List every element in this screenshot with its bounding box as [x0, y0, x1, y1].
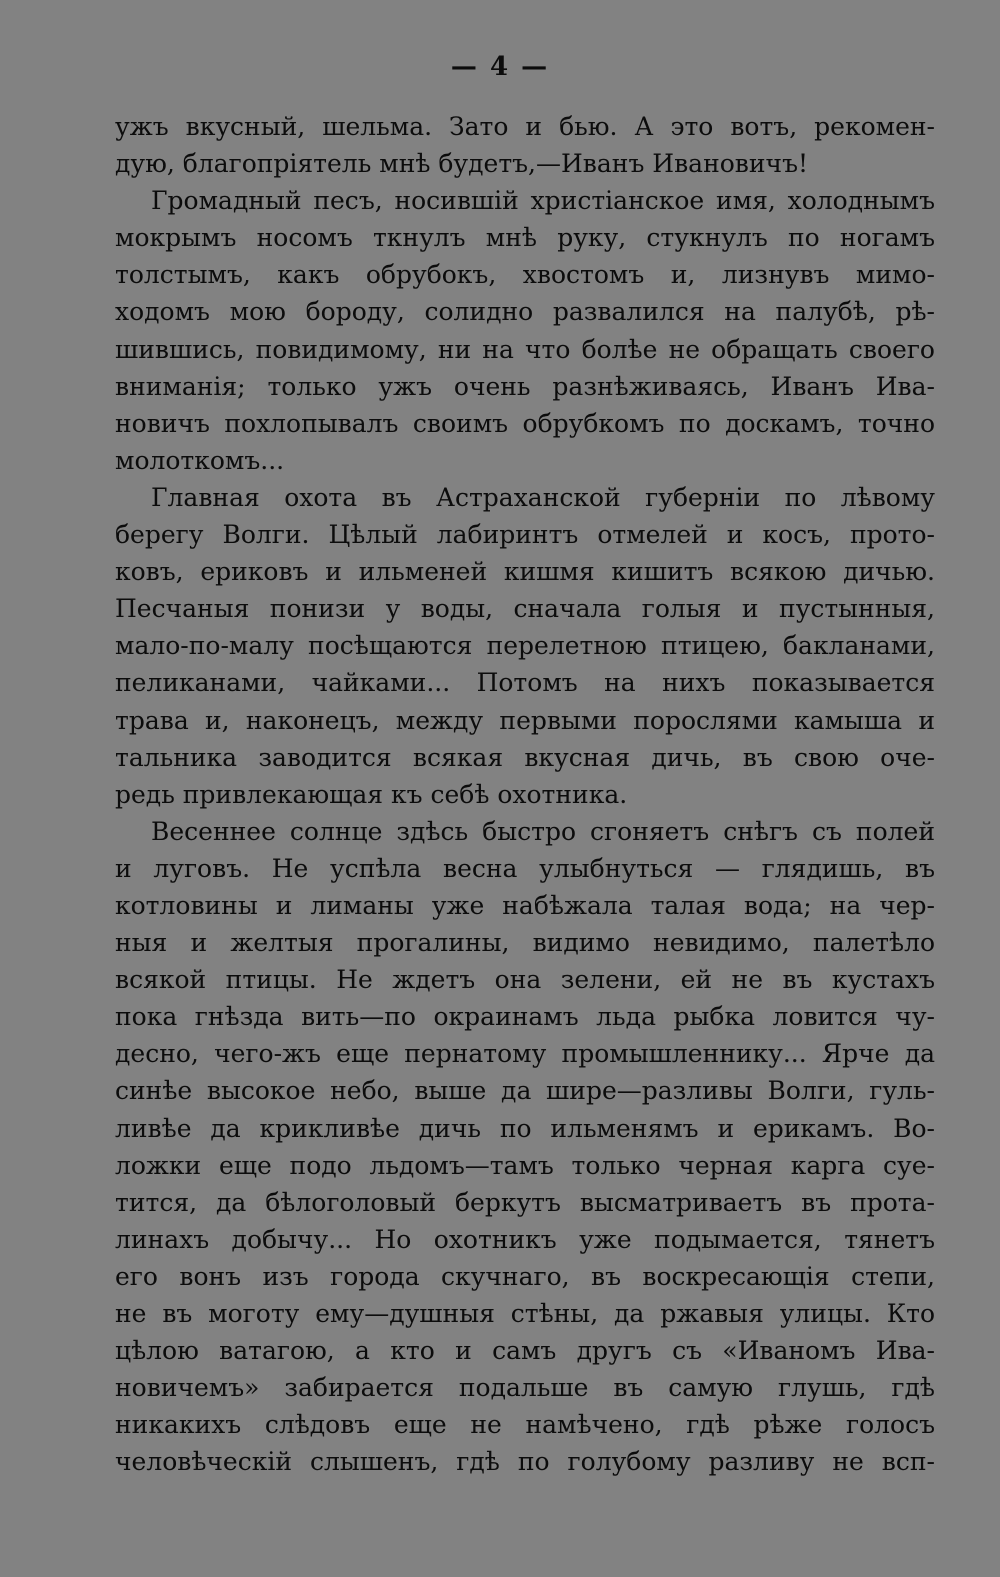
- text-line: ковъ, ериковъ и ильменей кишмя кишитъ всякою дичью.: [115, 557, 935, 587]
- text-line: всякой птицы. Не ждетъ она зелени, ей не въ кустахъ: [115, 965, 935, 995]
- text-line: пока гнѣзда вить—по окраинамъ льда рыбка ловится чу-: [115, 1002, 935, 1032]
- text-line: ложки еще подо льдомъ—тамъ только черная карга суе-: [115, 1150, 935, 1180]
- text-line: Весеннее солнце здѣсь быстро сгоняетъ снѣгъ съ полей: [151, 816, 935, 846]
- text-line: десно, чего-жъ еще пернатому промышленнику... Ярче да: [115, 1039, 935, 1069]
- text-line: ливѣе да крикливѣе дичь по ильменямъ и ерикамъ. Во-: [115, 1113, 935, 1143]
- text-line: линахъ добычу... Но охотникъ уже подымается, тянетъ: [115, 1224, 935, 1254]
- text-line: ходомъ мою бороду, солидно развалился на палубѣ, рѣ-: [115, 297, 935, 327]
- text-line: и луговъ. Не успѣла весна улыбнуться — глядишь, въ: [115, 853, 935, 883]
- text-line: пеликанами, чайками... Потомъ на нихъ показывается: [115, 668, 935, 698]
- text-line: котловины и лиманы уже набѣжала талая вода; на чер-: [115, 890, 935, 920]
- text-line: мокрымъ носомъ ткнулъ мнѣ руку, стукнулъ по ногамъ: [115, 223, 935, 253]
- text-line: редь привлекающая къ себѣ охотника.: [115, 779, 628, 809]
- text-line: ужъ вкусный, шельма. Зато и бью. А это вотъ, рекомен-: [115, 112, 935, 141]
- text-line: трава и, наконецъ, между первыми порослями камыша и: [115, 705, 935, 735]
- text-line: цѣлою ватагою, а кто и самъ другъ съ «Иваномъ Ива-: [115, 1336, 935, 1366]
- text-line: новичемъ» забирается подальше въ самую глушь, гдѣ: [115, 1373, 935, 1403]
- page-number: — 4 —: [450, 52, 550, 82]
- text-line: дую, благопріятель мнѣ будетъ,—Иванъ Ивановичъ!: [115, 149, 809, 179]
- page-body-text: [115, 108, 935, 1480]
- text-line: не въ моготу ему—душныя стѣны, да ржавыя улицы. Кто: [115, 1299, 935, 1328]
- text-line: шившись, повидимому, ни на что болѣе не обращать своего: [115, 334, 935, 364]
- text-line: тальника заводится всякая вкусная дичь, въ свою оче-: [115, 742, 935, 772]
- text-line: мало-по-малу посѣщаются перелетною птицею, бакланами,: [115, 631, 935, 661]
- text-line: толстымъ, какъ обрубокъ, хвостомъ и, лизнувъ мимо-: [115, 260, 935, 290]
- text-line: Песчаныя понизи у воды, сначала голыя и пустынныя,: [115, 594, 935, 624]
- text-line: вниманія; только ужъ очень разнѣживаясь, Иванъ Ива-: [115, 371, 935, 401]
- text-line: Главная охота въ Астраханской губерніи по лѣвому: [151, 482, 935, 512]
- text-line: синѣе высокое небо, выше да шире—разливы Волги, гуль-: [115, 1076, 935, 1106]
- text-line: ныя и желтыя прогалины, видимо невидимо, палетѣло: [115, 928, 935, 958]
- text-line: тится, да бѣлоголовый беркутъ высматриваетъ въ прота-: [115, 1187, 935, 1217]
- text-line: Громадный песъ, носившій христіанское имя, холоднымъ: [151, 186, 935, 216]
- text-line: его вонъ изъ города скучнаго, въ воскресающія степи,: [115, 1261, 935, 1291]
- text-line: новичъ похлопывалъ своимъ обрубкомъ по доскамъ, точно: [115, 408, 935, 438]
- text-line: молоткомъ...: [115, 445, 285, 475]
- text-line: берегу Волги. Цѣлый лабиринтъ отмелей и косъ, прото-: [115, 520, 935, 550]
- text-line: никакихъ слѣдовъ еще не намѣчено, гдѣ рѣже голосъ: [115, 1410, 935, 1440]
- text-line: человѣческій слышенъ, гдѣ по голубому разливу не всп-: [115, 1447, 935, 1477]
